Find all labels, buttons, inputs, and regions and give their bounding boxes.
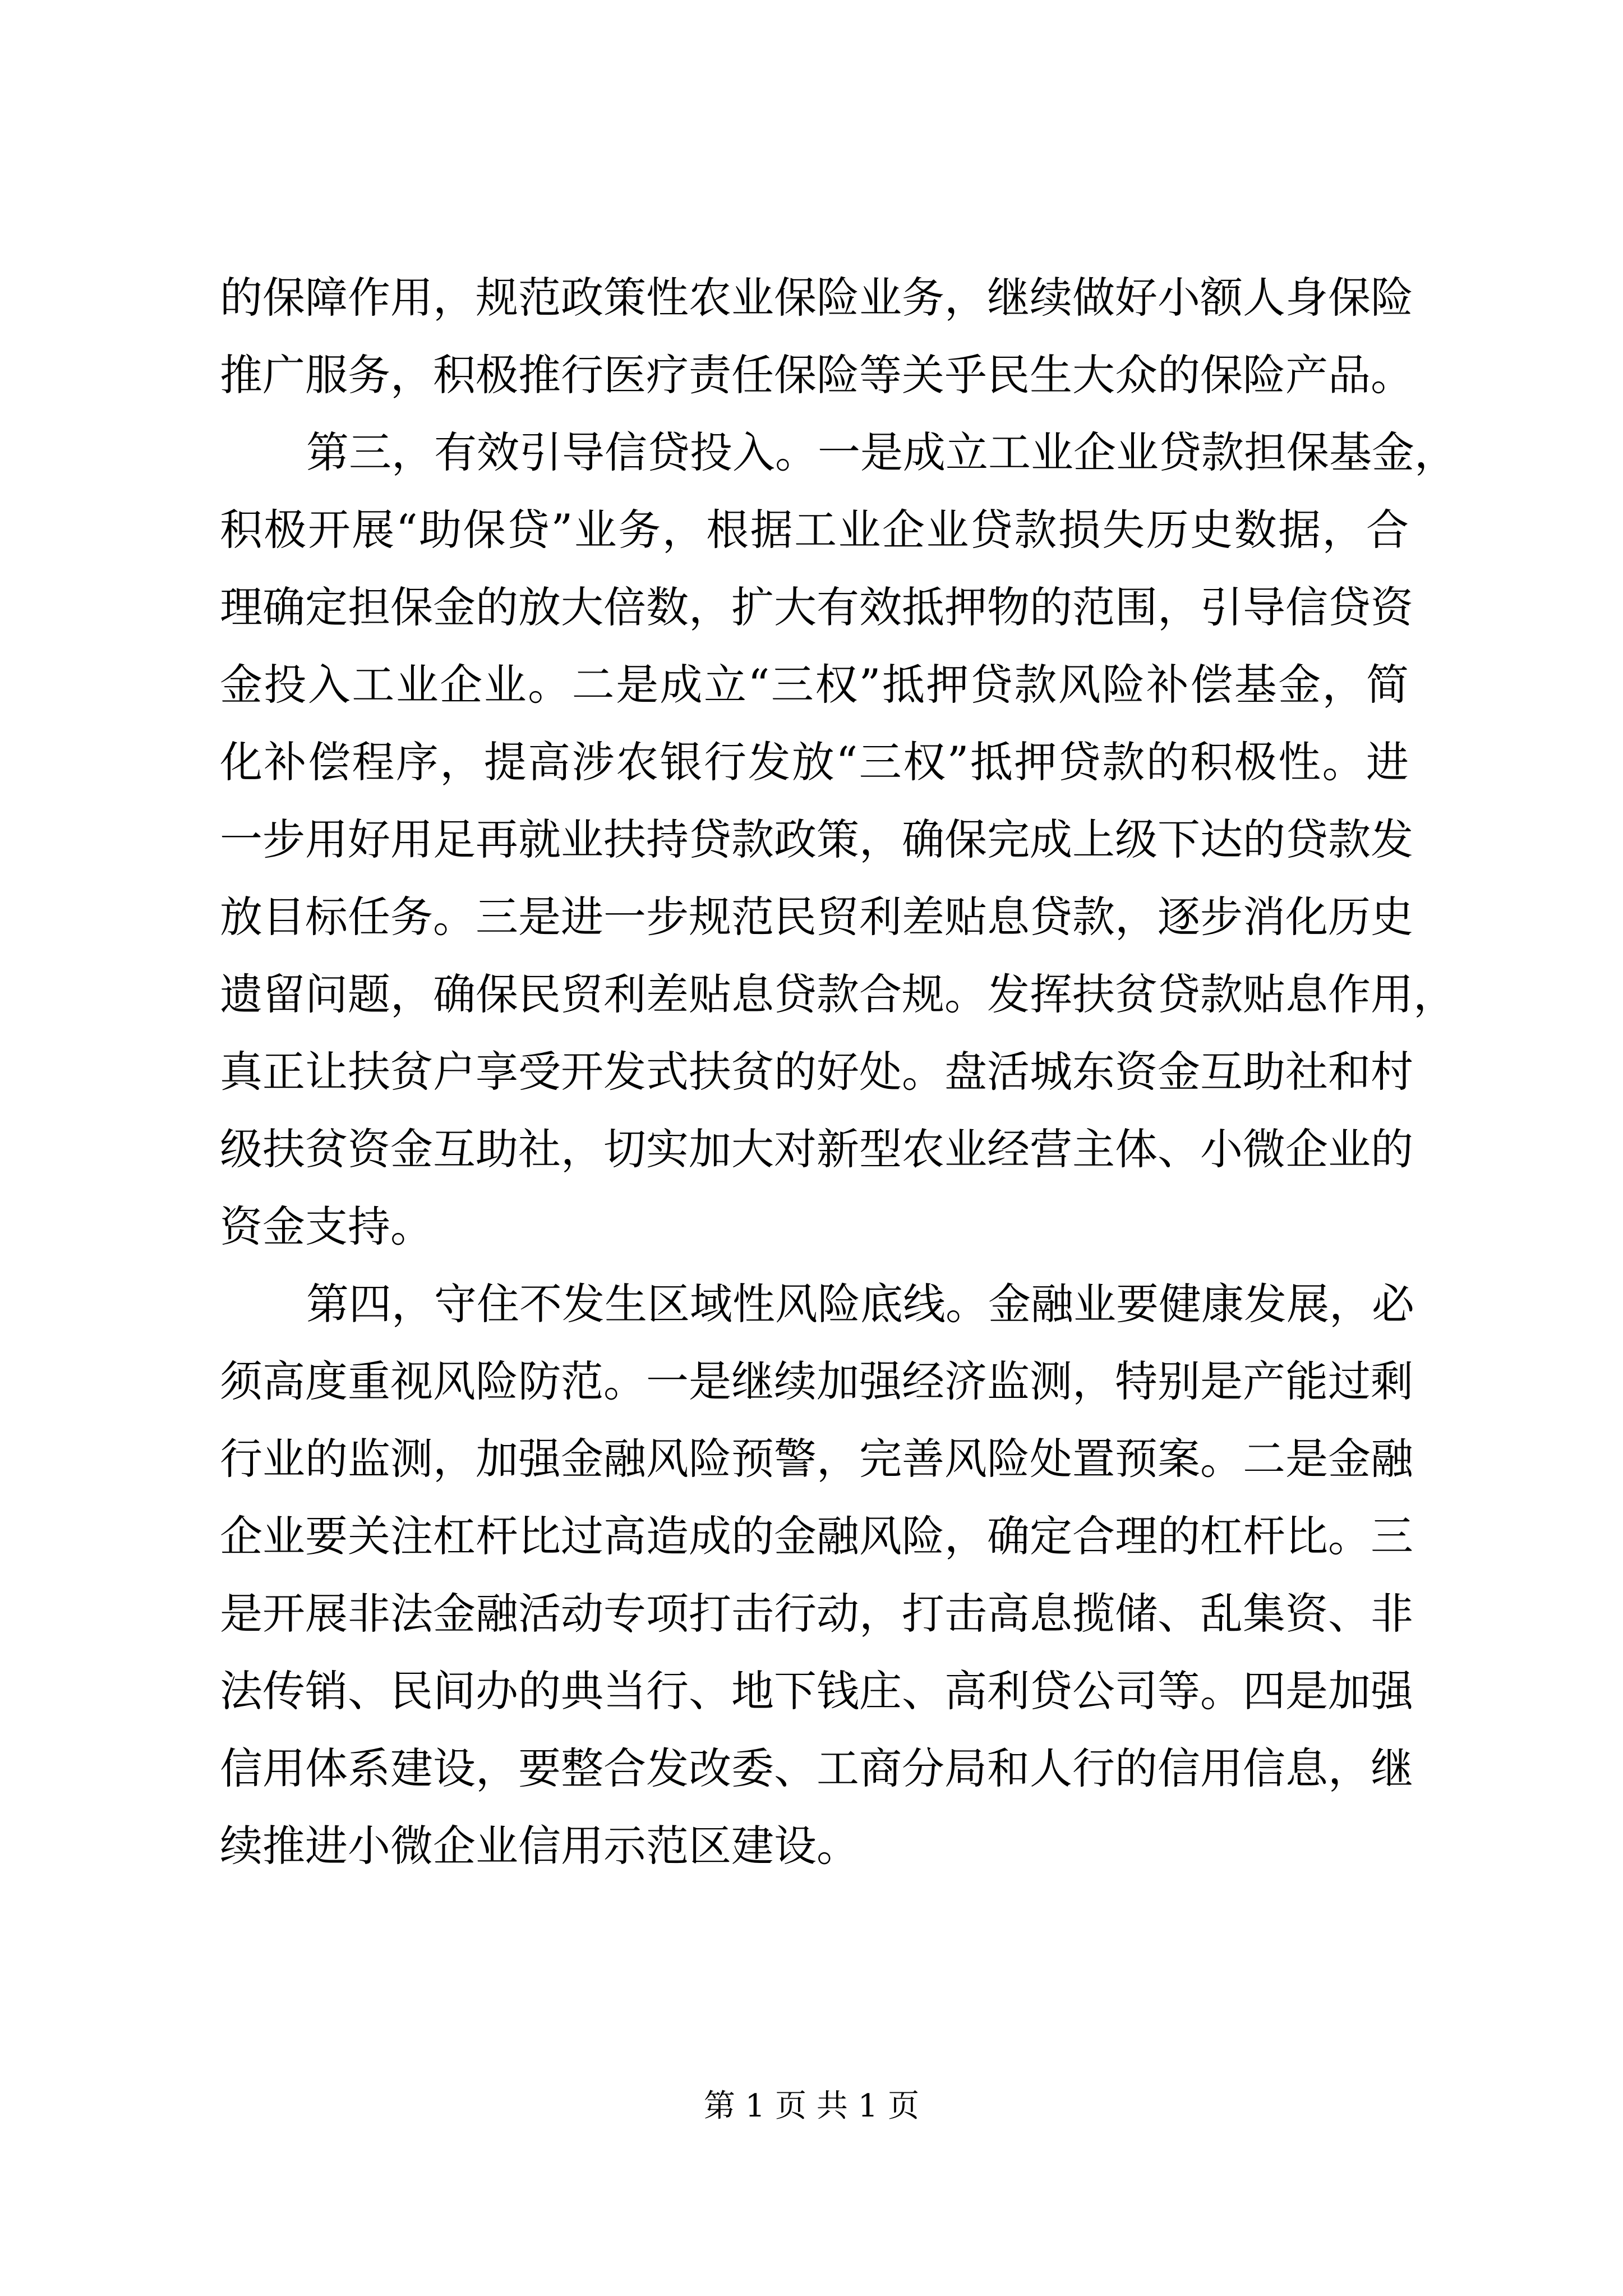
paragraph-first-line: 第三，有效引导信贷投入。一是成立工业企业贷款担保基金， (306, 427, 1457, 477)
text-line: 法传销、民间办的典当行、地下钱庄、高利贷公司等。四是加强 (220, 1666, 1413, 1716)
text-line: 放目标任务。三是进一步规范民贸利差贴息贷款，逐步消化历史 (220, 892, 1413, 942)
text-line: 信用体系建设，要整合发改委、工商分局和人行的信用信息，继 (220, 1743, 1413, 1793)
text-line: 理确定担保金的放大倍数，扩大有效抵押物的范围，引导信贷资 (220, 582, 1413, 632)
page-number-footer: 第 1 页 共 1 页 (703, 2088, 920, 2124)
text-line: 化补偿程序，提高涉农银行发放“三权”抵押贷款的积极性。进 (220, 737, 1409, 787)
text-line: 推广服务，积极推行医疗责任保险等关乎民生大众的保险产品。 (220, 350, 1413, 400)
text-line: 行业的监测，加强金融风险预警，完善风险处置预案。二是金融 (220, 1434, 1413, 1484)
text-line: 须高度重视风险防范。一是继续加强经济监测，特别是产能过剩 (220, 1356, 1413, 1406)
text-line: 是开展非法金融活动专项打击行动，打击高息揽储、乱集资、非 (220, 1589, 1413, 1639)
text-line: 的保障作用，规范政策性农业保险业务，继续做好小额人身保险 (220, 273, 1413, 323)
text-line: 金投入工业企业。二是成立“三权”抵押贷款风险补偿基金，简 (220, 660, 1409, 710)
text-line: 企业要关注杠杆比过高造成的金融风险，确定合理的杠杆比。三 (220, 1511, 1413, 1561)
paragraph-first-line: 第四，守住不发生区域性风险底线。金融业要健康发展，必 (306, 1279, 1414, 1329)
text-line: 续推进小微企业信用示范区建设。 (220, 1821, 859, 1871)
text-line: 遗留问题，确保民贸利差贴息贷款合规。发挥扶贫贷款贴息作用， (220, 969, 1456, 1019)
text-line: 积极开展“助保贷”业务，根据工业企业贷款损失历史数据，合 (220, 505, 1409, 555)
document-body (220, 259, 1457, 1885)
text-line: 资金支持。 (220, 1202, 433, 1251)
text-line: 一步用好用足再就业扶持贷款政策，确保完成上级下达的贷款发 (220, 815, 1413, 864)
text-line: 真正让扶贫户享受开发式扶贫的好处。盘活城东资金互助社和村 (220, 1047, 1413, 1097)
text-line: 级扶贫资金互助社，切实加大对新型农业经营主体、小微企业的 (220, 1124, 1413, 1174)
